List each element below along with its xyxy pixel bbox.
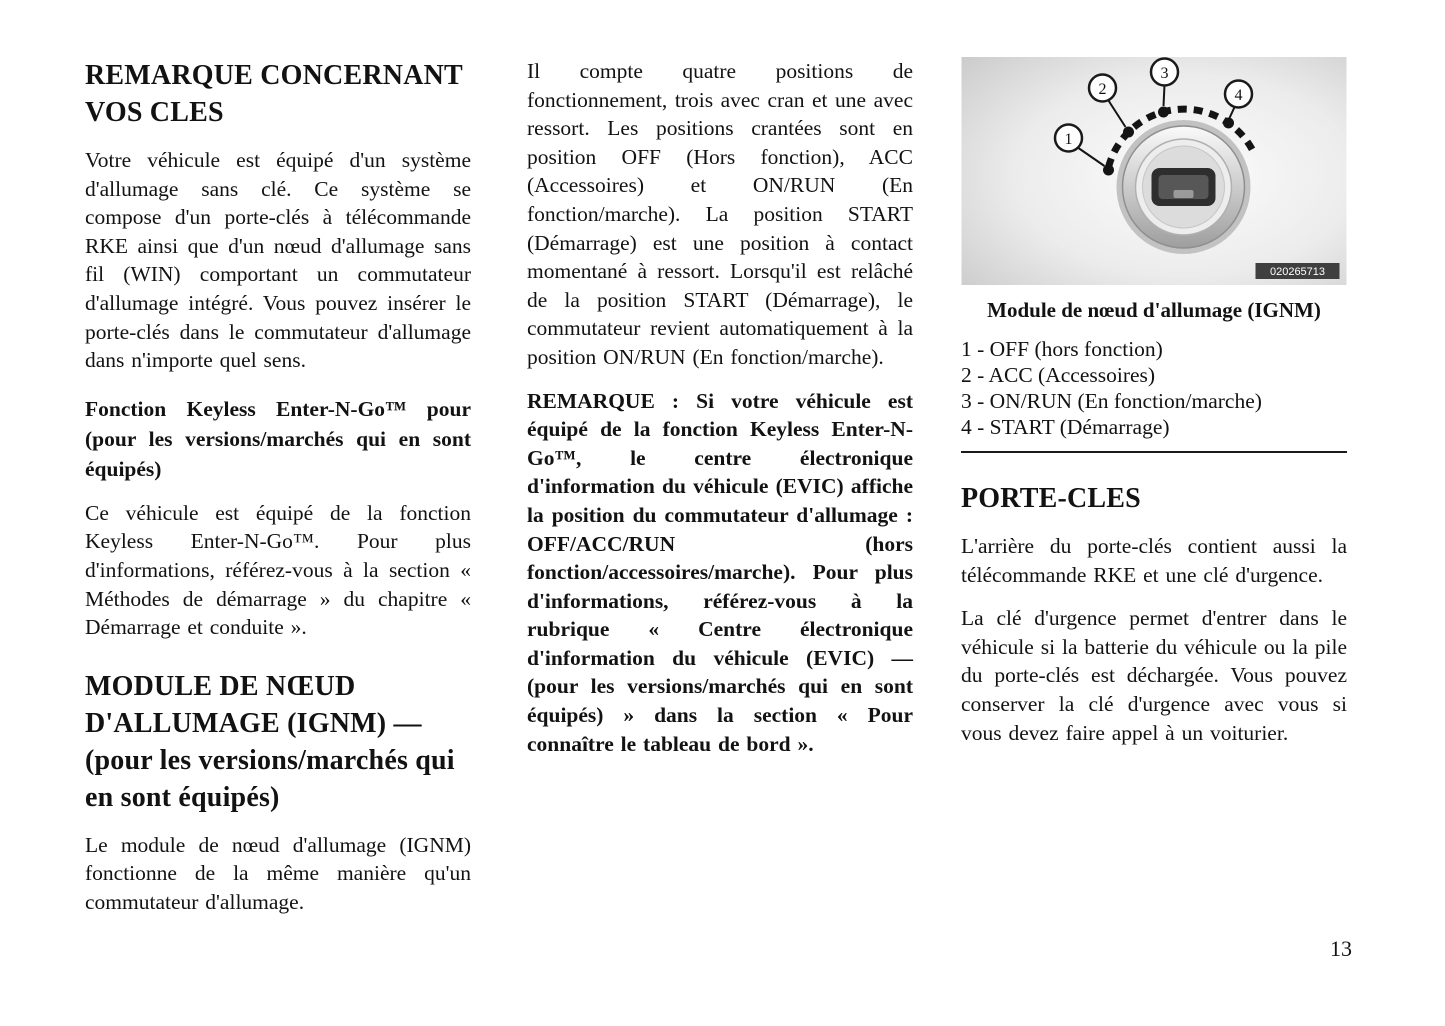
callout-3: [1151, 59, 1178, 86]
section-heading-porte-cles: PORTE-CLES: [961, 483, 1141, 514]
figure-caption: Module de nœud d'allumage (IGNM): [987, 298, 1321, 322]
legend-item-on-run: 3 - ON/RUN (En fonction/marche): [961, 389, 1262, 413]
callout-1-label: 1: [1064, 131, 1073, 148]
figure-legend: [961, 336, 1347, 440]
figure-image-code-text: 020265713: [1269, 266, 1326, 278]
column-middle: [527, 57, 913, 758]
callout-4-label: 4: [1234, 87, 1243, 104]
callout-1: [1055, 125, 1082, 152]
paragraph-keyless-reference: Ce véhicule est équipé de la fonction Keyless Enter-N-Go™. Pour plus d'informations, référez-vous à la section « Méthodes de démarrage » du chapitre « Démarrage et conduite ».: [85, 500, 471, 640]
legend-item-start: 4 - START (Démarrage): [961, 415, 1170, 439]
column-right: [961, 57, 1347, 747]
paragraph-ignition-positions: Il compte quatre positions de fonctionnement, trois avec cran et une avec ressort. Les positions crantées sont en position OFF (Hors fonction), ACC (Accessoires) et ON/RUN (En fonction/marche). La position START (Démarrage) est une position à contact momentané à ressort. Lorsqu'il est relâché de la position START (Démarrage), le commutateur revient automatiquement à la position ON/RUN (En fonction/marche).: [527, 59, 913, 369]
callout-4: [1225, 81, 1252, 108]
paragraph-cle-urgence: La clé d'urgence permet d'entrer dans le véhicule si la batterie du véhicule ou la pile du porte-clés est déchargée. Vous pouvez conserver la clé d'urgence avec vous si vous devez faire appel à un voiturier.: [961, 606, 1347, 745]
ignition-bezel: [1117, 120, 1251, 254]
paragraph-porte-cles-contenu: L'arrière du porte-clés contient aussi la télécommande RKE et une clé d'urgence.: [961, 534, 1347, 587]
ignition-module-illustration: [961, 57, 1347, 285]
legend-item-acc: 2 - ACC (Accessoires): [961, 363, 1156, 387]
paragraph-keyless-system: Votre véhicule est équipé d'un système d'allumage sans clé. Ce système se compose d'un porte-clés à télécommande RKE ainsi que d'un nœud d'allumage sans fil (WIN) comportant un commutateur d'allumage intégré. Vous pouvez insérer le porte-clés dans le commutateur d'allumage dans n'importe quel sens.: [85, 148, 471, 373]
divider: [961, 451, 1347, 453]
callout-3-label: 3: [1160, 65, 1169, 82]
subsection-heading-keyless-enter-n-go: Fonction Keyless Enter-N-Go™ pour (pour les versions/marchés qui en sont équipés): [85, 396, 471, 481]
callout-2: [1089, 75, 1116, 102]
paragraph-ignm-function: Le module de nœud d'allumage (IGNM) fonctionne de la même manière qu'un commutateur d'allumage.: [85, 832, 471, 914]
page-number: 13: [1330, 936, 1352, 961]
section-heading-module-ignm: MODULE DE NŒUD D'ALLUMAGE (IGNM) — (pour les versions/marchés qui en sont équipés): [85, 670, 455, 813]
paragraph-remarque-evic: REMARQUE : Si votre véhicule est équipé de la fonction Keyless Enter-N-Go™, le centre électronique d'information du véhicule (EVIC) affiche la position du commutateur d'allumage : OFF/ACC/RUN (hors fonction/accessoires/marche). Pour plus d'informations, référez-vous à la rubrique « Centre électronique d'information du véhicule (EVIC) — (pour les versions/marchés qui en sont équipés) » dans la section « Pour connaître le tableau de bord ».: [527, 388, 913, 756]
column-left: [85, 57, 471, 917]
legend-item-off: 1 - OFF (hors fonction): [961, 337, 1163, 361]
section-heading-remarque-cles: REMARQUE CONCERNANT VOS CLES: [85, 60, 463, 128]
figure-image-code: [1256, 263, 1340, 279]
ignition-module-figure: [961, 57, 1347, 323]
callout-2-label: 2: [1098, 81, 1107, 98]
